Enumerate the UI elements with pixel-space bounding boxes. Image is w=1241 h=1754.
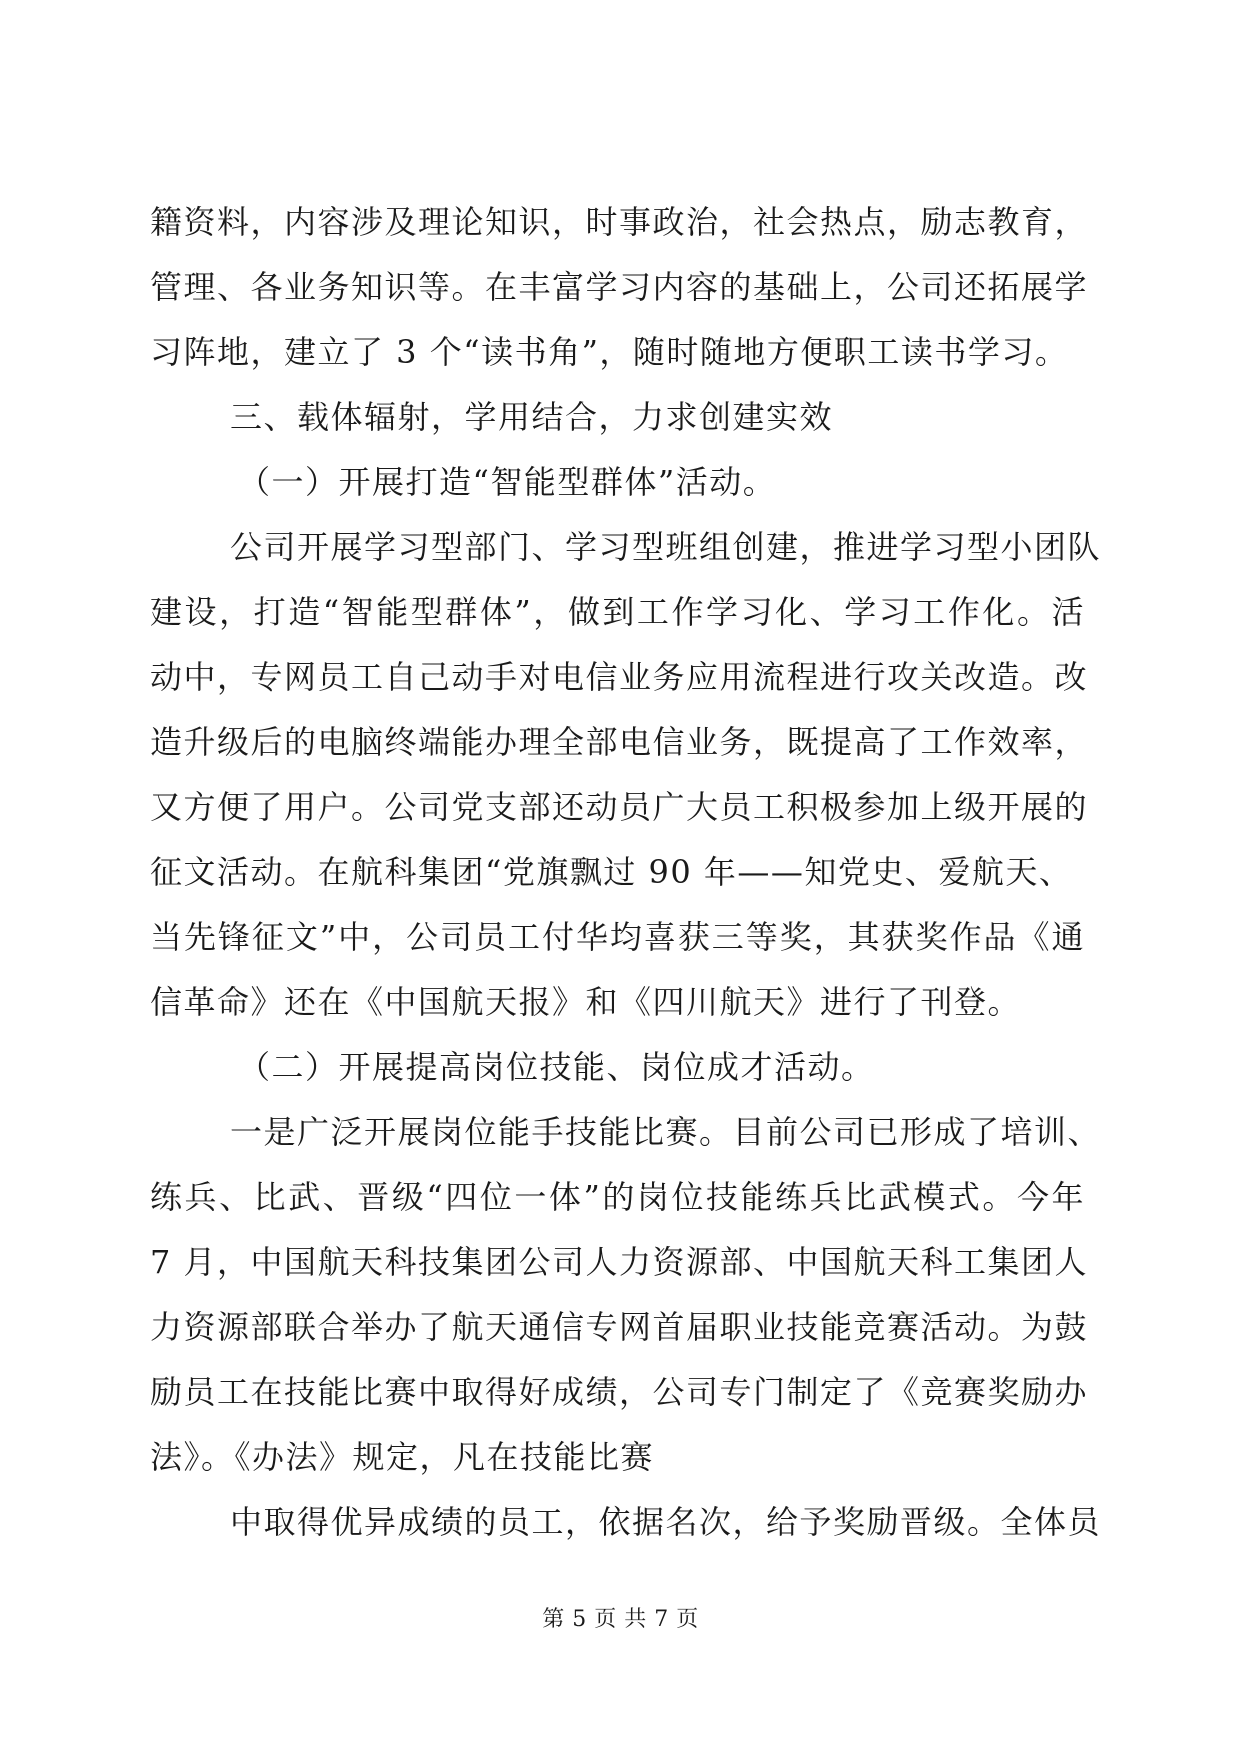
- paragraph-line: 中取得优异成绩的员工，依据名次，给予奖励晋级。全体员: [230, 1503, 1102, 1541]
- paragraph-line: 信革命》还在《中国航天报》和《四川航天》进行了刊登。: [150, 983, 1022, 1021]
- paragraph-line: 征文活动。在航科集团“党旗飘过 90 年——知党史、爱航天、: [150, 853, 1073, 891]
- subsection-heading: （一）开展打造“智能型群体”活动。: [238, 463, 777, 501]
- paragraph-line: 建设，打造“智能型群体”，做到工作学习化、学习工作化。活: [150, 593, 1085, 631]
- paragraph-line: 练兵、比武、晋级“四位一体”的岗位技能练兵比武模式。今年: [150, 1178, 1085, 1216]
- body-text: [150, 190, 1102, 1555]
- paragraph-line: 公司开展学习型部门、学习型班组创建，推进学习型小团队: [230, 528, 1102, 566]
- paragraph-line: 一是广泛开展岗位能手技能比赛。目前公司已形成了培训、: [230, 1113, 1102, 1151]
- paragraph-line: 励员工在技能比赛中取得好成绩，公司专门制定了《竞赛奖励办: [150, 1373, 1089, 1411]
- paragraph-line: 又方便了用户。公司党支部还动员广大员工积极参加上级开展的: [150, 788, 1089, 826]
- paragraph-line: 造升级后的电脑终端能办理全部电信业务，既提高了工作效率，: [150, 723, 1089, 761]
- paragraph-line: 习阵地，建立了 3 个“读书角”，随时随地方便职工读书学习。: [150, 333, 1069, 371]
- paragraph-line: 籍资料，内容涉及理论知识，时事政治，社会热点，励志教育，: [150, 203, 1089, 241]
- section-heading: 三、载体辐射，学用结合，力求创建实效: [230, 398, 834, 436]
- paragraph-line: 力资源部联合举办了航天通信专网首届职业技能竞赛活动。为鼓: [150, 1308, 1089, 1346]
- paragraph-line: 7 月，中国航天科技集团公司人力资源部、中国航天科工集团人: [150, 1243, 1089, 1281]
- paragraph-line: 当先锋征文”中，公司员工付华均喜获三等奖，其获奖作品《通: [150, 918, 1085, 956]
- subsection-heading: （二）开展提高岗位技能、岗位成才活动。: [238, 1048, 875, 1086]
- page-number-footer: 第 5 页 共 7 页: [542, 1607, 699, 1632]
- paragraph-line: 法》。《办法》规定，凡在技能比赛: [150, 1438, 655, 1476]
- paragraph-line: 管理、各业务知识等。在丰富学习内容的基础上，公司还拓展学: [150, 268, 1089, 306]
- paragraph-line: 动中，专网员工自己动手对电信业务应用流程进行攻关改造。改: [150, 658, 1089, 696]
